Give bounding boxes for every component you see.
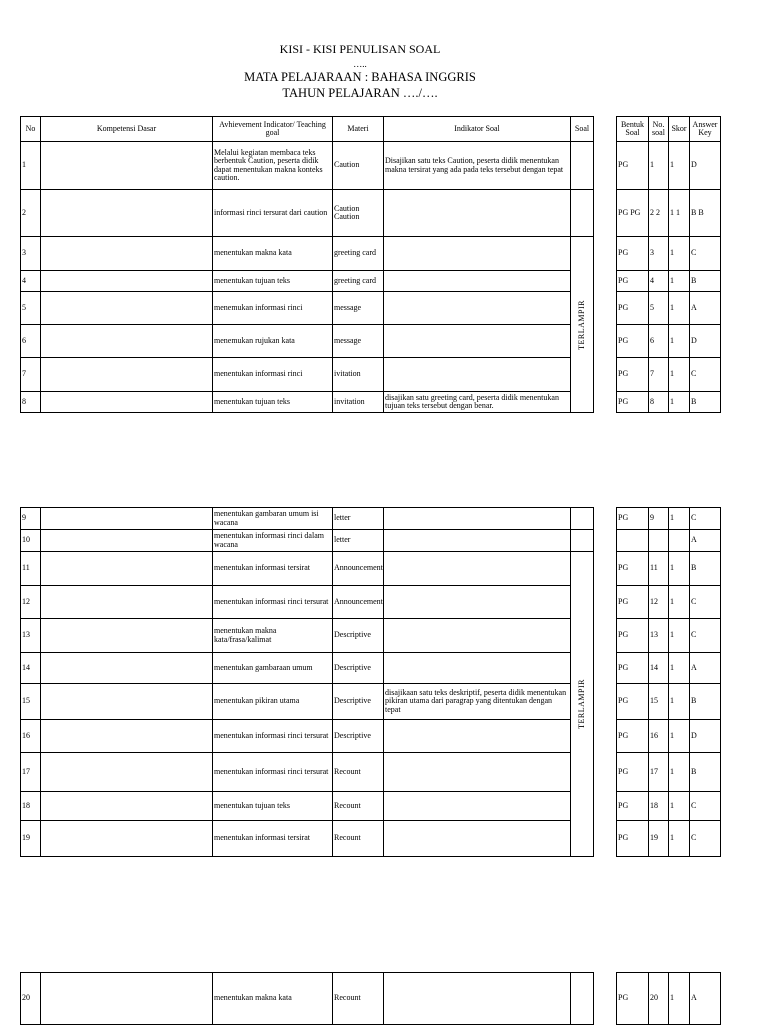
row-answer-key: D [690,325,721,358]
row-no-soal: 5 [649,292,669,325]
row-indikator-soal [384,586,571,619]
row-soal [571,190,594,237]
table-row [21,753,721,792]
row-indicator: menentukan informasi rinci [213,358,333,392]
row-answer-key: C [690,586,721,619]
row-no-soal: 8 [649,392,669,413]
row-indicator: menentukan tujuan teks [213,392,333,413]
row-indicator: menentukan tujuan teks [213,271,333,292]
row-indicator: menentukan gambaraan umum [213,653,333,684]
row-no-soal: 17 [649,753,669,792]
row-indicator: menentukan informasi rinci tersurat [213,586,333,619]
row-skor: 1 [669,619,690,653]
row-materi: Recount [333,753,384,792]
column-gap [594,325,617,358]
row-soal [571,142,594,190]
header-bentuk-soal: Bentuk Soal [617,117,649,142]
column-gap [594,821,617,857]
row-no-soal: 1 [649,142,669,190]
row-indikator-soal [384,508,571,530]
row-bentuk-soal: PG [617,552,649,586]
row-materi: greeting card [333,237,384,271]
column-gap [594,358,617,392]
row-indikator-soal [384,821,571,857]
table-row [21,271,721,292]
row-indicator: informasi rinci tersurat dari caution [213,190,333,237]
column-gap [594,271,617,292]
row-kompetensi-dasar [41,358,213,392]
header-kompetensi-dasar: Kompetensi Dasar [41,117,213,142]
row-no: 14 [21,653,41,684]
row-answer-key: A [690,292,721,325]
table-row [21,792,721,821]
row-indikator-soal [384,619,571,653]
column-gap [594,117,617,142]
row-materi: Descriptive [333,720,384,753]
row-skor: 1 [669,653,690,684]
column-gap [594,190,617,237]
terlampir-cell [571,237,594,413]
table-row [21,973,721,1025]
row-bentuk-soal: PG [617,753,649,792]
row-indikator-soal [384,325,571,358]
row-skor: 1 [669,684,690,720]
row-indicator: menentukan informasi rinci tersurat [213,753,333,792]
row-kompetensi-dasar [41,508,213,530]
row-bentuk-soal: PG [617,392,649,413]
row-kompetensi-dasar [41,190,213,237]
row-materi: ivitation [333,358,384,392]
row-no: 11 [21,552,41,586]
row-soal [571,973,594,1025]
row-indikator-soal [384,358,571,392]
row-indikator-soal [384,720,571,753]
row-skor: 1 [669,392,690,413]
header-indikator-soal: Indikator Soal [384,117,571,142]
row-indicator: menentukan makna kata [213,973,333,1025]
row-bentuk-soal: PG PG [617,190,649,237]
row-indikator-soal: disajikaan satu teks deskriptif, peserta didik menentukan pikiran utama dari paragrap yang ditentukan dengan tepat [384,684,571,720]
table-row [21,392,721,413]
row-skor: 1 [669,271,690,292]
table-row [21,653,721,684]
column-gap [594,237,617,271]
row-answer-key: A [690,973,721,1025]
row-materi: Caution Caution [333,190,384,237]
row-skor: 1 [669,821,690,857]
table-row [21,619,721,653]
row-bentuk-soal: PG [617,271,649,292]
table-row [21,586,721,619]
row-indikator-soal [384,190,571,237]
row-bentuk-soal: PG [617,237,649,271]
header-achievement-indicator: Avhievement Indicator/ Teaching goal [213,117,333,142]
terlampir-label: TERLAMPIR [576,679,586,729]
row-no: 6 [21,325,41,358]
terlampir-cell [571,552,594,857]
header-materi: Materi [333,117,384,142]
row-indicator: menentukan informasi rinci dalam wacana [213,530,333,552]
row-kompetensi-dasar [41,237,213,271]
row-indicator: menentukan gambaran umum isi wacana [213,508,333,530]
row-indikator-soal [384,292,571,325]
row-answer-key: B [690,271,721,292]
row-kompetensi-dasar [41,292,213,325]
header-skor: Skor [669,117,690,142]
column-gap [594,653,617,684]
column-gap [594,392,617,413]
column-gap [594,684,617,720]
kisi-table-segment [20,972,721,1025]
table-row [21,684,721,720]
row-answer-key: B [690,753,721,792]
row-indicator: menentukan pikiran utama [213,684,333,720]
row-no: 2 [21,190,41,237]
row-indicator: menentukan makna kata/frasa/kalimat [213,619,333,653]
row-skor: 1 1 [669,190,690,237]
row-bentuk-soal: PG [617,653,649,684]
row-indikator-soal: disajikan satu greeting card, peserta didik menentukan tujuan teks tersebut dengan benar. [384,392,571,413]
row-no: 9 [21,508,41,530]
row-materi: letter [333,530,384,552]
row-answer-key: B [690,552,721,586]
header-answer-key: Answer Key [690,117,721,142]
row-kompetensi-dasar [41,792,213,821]
row-bentuk-soal [617,530,649,552]
row-no: 8 [21,392,41,413]
row-soal [571,508,594,530]
row-skor: 1 [669,552,690,586]
row-answer-key: C [690,237,721,271]
table-row [21,358,721,392]
row-no-soal: 19 [649,821,669,857]
table-row [21,237,721,271]
row-no-soal: 13 [649,619,669,653]
row-no: 3 [21,237,41,271]
row-skor: 1 [669,973,690,1025]
row-skor: 1 [669,358,690,392]
title-dots: ….. [353,59,367,69]
row-bentuk-soal: PG [617,508,649,530]
column-gap [594,508,617,530]
row-no-soal: 14 [649,653,669,684]
row-indicator: menemukan informasi rinci [213,292,333,325]
row-kompetensi-dasar [41,653,213,684]
row-no: 15 [21,684,41,720]
row-indicator: menentukan informasi tersirat [213,552,333,586]
row-indikator-soal [384,271,571,292]
row-no: 4 [21,271,41,292]
table-row [21,821,721,857]
row-no: 12 [21,586,41,619]
row-materi: Announcement [333,552,384,586]
row-no: 10 [21,530,41,552]
kisi-table-segment [20,116,721,413]
row-kompetensi-dasar [41,753,213,792]
subject-title: MATA PELAJARAAN : BAHASA INGGRIS [244,70,476,84]
row-bentuk-soal: PG [617,973,649,1025]
row-soal [571,530,594,552]
row-kompetensi-dasar [41,684,213,720]
document-title: KISI - KISI PENULISAN SOAL [279,42,441,56]
row-skor: 1 [669,586,690,619]
row-no-soal: 11 [649,552,669,586]
row-bentuk-soal: PG [617,619,649,653]
column-gap [594,530,617,552]
row-no-soal: 6 [649,325,669,358]
table-row [21,552,721,586]
row-materi: Announcement [333,586,384,619]
row-kompetensi-dasar [41,530,213,552]
row-no-soal [649,530,669,552]
row-answer-key: B [690,392,721,413]
column-gap [594,720,617,753]
row-skor: 1 [669,292,690,325]
row-answer-key: A [690,530,721,552]
row-materi: Caution [333,142,384,190]
row-answer-key: C [690,821,721,857]
row-kompetensi-dasar [41,142,213,190]
column-gap [594,792,617,821]
row-no: 1 [21,142,41,190]
row-indikator-soal [384,237,571,271]
row-answer-key: D [690,142,721,190]
row-no-soal: 18 [649,792,669,821]
row-skor: 1 [669,508,690,530]
row-skor: 1 [669,720,690,753]
column-gap [594,619,617,653]
row-indikator-soal [384,653,571,684]
row-materi: Descriptive [333,653,384,684]
row-no-soal: 3 [649,237,669,271]
row-indicator: Melalui kegiatan membaca teks berbentuk Caution, peserta didik dapat menentukan makna konteks caution. [213,142,333,190]
row-bentuk-soal: PG [617,292,649,325]
row-indicator: menentukan makna kata [213,237,333,271]
row-answer-key: C [690,358,721,392]
row-no: 18 [21,792,41,821]
row-kompetensi-dasar [41,325,213,358]
row-kompetensi-dasar [41,821,213,857]
table-row [21,292,721,325]
row-no-soal: 9 [649,508,669,530]
row-kompetensi-dasar [41,392,213,413]
row-answer-key: C [690,792,721,821]
row-no-soal: 15 [649,684,669,720]
row-no: 17 [21,753,41,792]
row-kompetensi-dasar [41,586,213,619]
row-no-soal: 4 [649,271,669,292]
row-no-soal: 7 [649,358,669,392]
row-indikator-soal: Disajikan satu teks Caution, peserta didik menentukan makna tersirat yang ada pada teks tersebut dengan tepat [384,142,571,190]
column-gap [594,292,617,325]
row-indicator: menentukan informasi tersirat [213,821,333,857]
row-answer-key: D [690,720,721,753]
row-kompetensi-dasar [41,619,213,653]
row-kompetensi-dasar [41,271,213,292]
row-no: 16 [21,720,41,753]
row-materi: Descriptive [333,684,384,720]
row-bentuk-soal: PG [617,358,649,392]
column-gap [594,973,617,1025]
row-no: 7 [21,358,41,392]
row-bentuk-soal: PG [617,821,649,857]
row-indikator-soal [384,552,571,586]
header-no-soal: No. soal [649,117,669,142]
table-row [21,142,721,190]
terlampir-label: TERLAMPIR [576,299,586,350]
row-no: 19 [21,821,41,857]
year-title: TAHUN PELAJARAN …./…. [282,86,438,100]
row-skor [669,530,690,552]
row-indicator: menemukan rujukan kata [213,325,333,358]
row-indikator-soal [384,530,571,552]
row-answer-key: C [690,508,721,530]
row-materi: Recount [333,792,384,821]
row-no: 20 [21,973,41,1025]
row-indikator-soal [384,753,571,792]
row-materi: Recount [333,973,384,1025]
row-no: 13 [21,619,41,653]
column-gap [594,142,617,190]
table-row [21,530,721,552]
row-materi: greeting card [333,271,384,292]
row-skor: 1 [669,753,690,792]
row-skor: 1 [669,142,690,190]
row-no-soal: 12 [649,586,669,619]
table-row [21,508,721,530]
row-no-soal: 2 2 [649,190,669,237]
table-row [21,720,721,753]
row-materi: message [333,325,384,358]
column-gap [594,586,617,619]
row-materi: letter [333,508,384,530]
row-materi: Descriptive [333,619,384,653]
column-gap [594,552,617,586]
row-no-soal: 20 [649,973,669,1025]
row-materi: invitation [333,392,384,413]
row-indikator-soal [384,792,571,821]
table-header-row [21,117,721,142]
row-indicator: menentukan tujuan teks [213,792,333,821]
header-soal: Soal [571,117,594,142]
header-no: No [21,117,41,142]
row-kompetensi-dasar [41,552,213,586]
row-bentuk-soal: PG [617,142,649,190]
row-indikator-soal [384,973,571,1025]
row-skor: 1 [669,237,690,271]
column-gap [594,753,617,792]
row-bentuk-soal: PG [617,586,649,619]
row-bentuk-soal: PG [617,720,649,753]
row-answer-key: B [690,684,721,720]
row-no-soal: 16 [649,720,669,753]
row-answer-key: A [690,653,721,684]
row-indicator: menentukan informasi rinci tersurat [213,720,333,753]
table-row [21,190,721,237]
row-answer-key: B B [690,190,721,237]
row-skor: 1 [669,325,690,358]
row-bentuk-soal: PG [617,325,649,358]
row-materi: Recount [333,821,384,857]
row-answer-key: C [690,619,721,653]
row-bentuk-soal: PG [617,684,649,720]
row-materi: message [333,292,384,325]
row-skor: 1 [669,792,690,821]
table-row [21,325,721,358]
row-bentuk-soal: PG [617,792,649,821]
row-kompetensi-dasar [41,973,213,1025]
row-kompetensi-dasar [41,720,213,753]
kisi-table-segment [20,507,721,857]
row-no: 5 [21,292,41,325]
